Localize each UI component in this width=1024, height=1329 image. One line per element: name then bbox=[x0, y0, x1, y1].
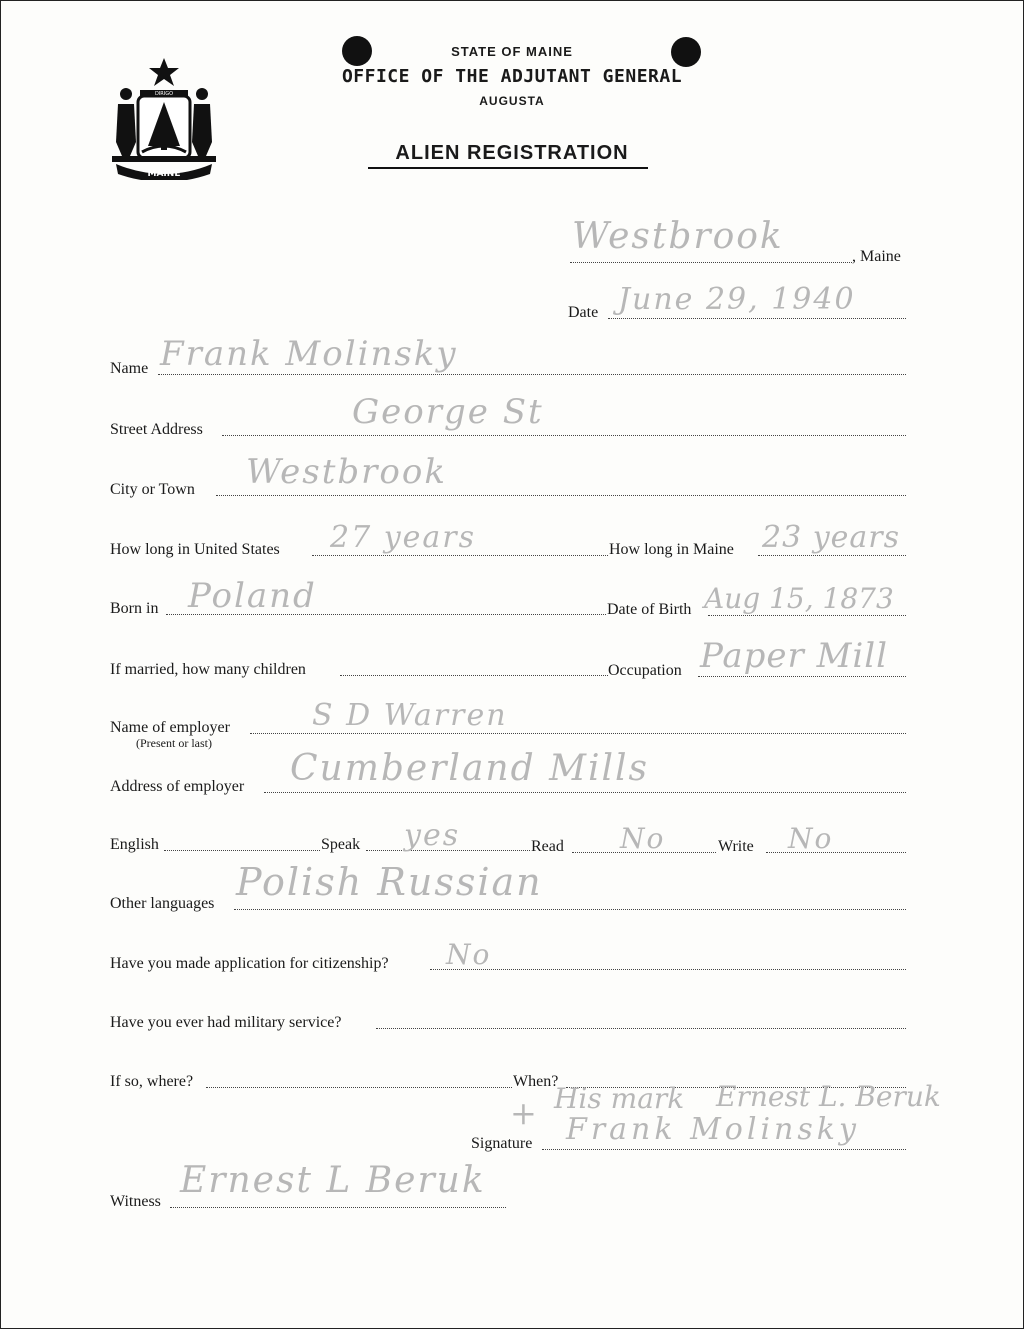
english-label: English bbox=[110, 836, 159, 853]
name-label: Name bbox=[110, 360, 149, 377]
employer-address-entry: Cumberland Mills bbox=[290, 748, 649, 789]
signature-mark: His mark bbox=[554, 1082, 685, 1115]
occupation-label: Occupation bbox=[608, 662, 682, 679]
years-maine-label: How long in Maine bbox=[609, 541, 734, 558]
english-line bbox=[164, 850, 320, 851]
write-line bbox=[766, 852, 906, 853]
speak-label: Speak bbox=[321, 836, 361, 853]
street-entry: George St bbox=[352, 392, 544, 432]
employer-sublabel: (Present or last) bbox=[136, 736, 212, 750]
town-entry: Westbrook bbox=[572, 216, 784, 257]
town-suffix-label: , Maine bbox=[852, 248, 901, 265]
write-label: Write bbox=[718, 838, 754, 855]
signature-line bbox=[542, 1149, 906, 1150]
svg-text:DIRIGO: DIRIGO bbox=[154, 91, 174, 97]
signature-cross: + bbox=[510, 1094, 537, 1132]
dob-label: Date of Birth bbox=[607, 601, 692, 618]
title-underline bbox=[368, 167, 648, 169]
form-title: ALIEN REGISTRATION bbox=[395, 142, 629, 164]
where-label: If so, where? bbox=[110, 1073, 194, 1090]
read-label: Read bbox=[531, 838, 564, 855]
years-us-line bbox=[312, 555, 608, 556]
citizenship-line bbox=[430, 969, 906, 970]
read-entry: No bbox=[620, 822, 666, 855]
where-line bbox=[206, 1087, 512, 1088]
when-label: When? bbox=[513, 1073, 559, 1090]
other-languages-line bbox=[234, 909, 906, 910]
witness-entry: Ernest L Beruk bbox=[180, 1160, 486, 1201]
speak-entry: yes bbox=[404, 818, 461, 853]
children-line bbox=[340, 675, 608, 676]
employer-entry: S D Warren bbox=[312, 698, 508, 733]
city-entry: Westbrook bbox=[246, 452, 447, 492]
date-label: Date bbox=[568, 304, 599, 321]
date-line bbox=[608, 318, 906, 319]
occupation-line bbox=[698, 676, 906, 677]
street-line bbox=[222, 435, 906, 436]
years-maine-entry: 23 years bbox=[762, 520, 901, 555]
witness-label: Witness bbox=[110, 1193, 161, 1210]
employer-address-line bbox=[264, 792, 906, 793]
date-entry: June 29, 1940 bbox=[618, 282, 856, 317]
signature-witness: Ernest L. Beruk bbox=[716, 1080, 941, 1113]
military-label: Have you ever had military service? bbox=[110, 1014, 342, 1031]
employer-line bbox=[250, 733, 906, 734]
name-entry: Frank Molinsky bbox=[160, 334, 458, 374]
military-line bbox=[376, 1028, 906, 1029]
state-heading: STATE OF MAINE bbox=[451, 44, 573, 59]
witness-line bbox=[170, 1207, 506, 1208]
signature-label: Signature bbox=[471, 1135, 533, 1152]
born-label: Born in bbox=[110, 600, 159, 617]
name-line bbox=[158, 374, 906, 375]
citizenship-entry: No bbox=[446, 938, 492, 971]
occupation-entry: Paper Mill bbox=[700, 636, 889, 676]
employer-address-label: Address of employer bbox=[110, 778, 245, 795]
signature-name: Frank Molinsky bbox=[566, 1112, 860, 1147]
citizenship-label: Have you made application for citizenship? bbox=[110, 955, 389, 972]
dob-line bbox=[708, 615, 906, 616]
svg-text:MAINE: MAINE bbox=[147, 169, 181, 179]
years-maine-line bbox=[758, 555, 906, 556]
years-us-entry: 27 years bbox=[330, 520, 477, 555]
street-label: Street Address bbox=[110, 421, 203, 438]
employer-label: Name of employer bbox=[110, 719, 230, 736]
city-label: City or Town bbox=[110, 481, 195, 498]
city-line bbox=[216, 495, 906, 496]
other-languages-label: Other languages bbox=[110, 895, 215, 912]
write-entry: No bbox=[788, 822, 834, 855]
city-heading: AUGUSTA bbox=[479, 94, 545, 108]
dob-entry: Aug 15, 1873 bbox=[704, 582, 894, 615]
town-line bbox=[570, 262, 852, 263]
office-heading: OFFICE OF THE ADJUTANT GENERAL bbox=[341, 66, 683, 87]
other-languages-entry: Polish Russian bbox=[236, 860, 543, 904]
children-label: If married, how many children bbox=[110, 661, 306, 678]
years-us-label: How long in United States bbox=[110, 541, 280, 558]
born-entry: Poland bbox=[188, 576, 317, 616]
